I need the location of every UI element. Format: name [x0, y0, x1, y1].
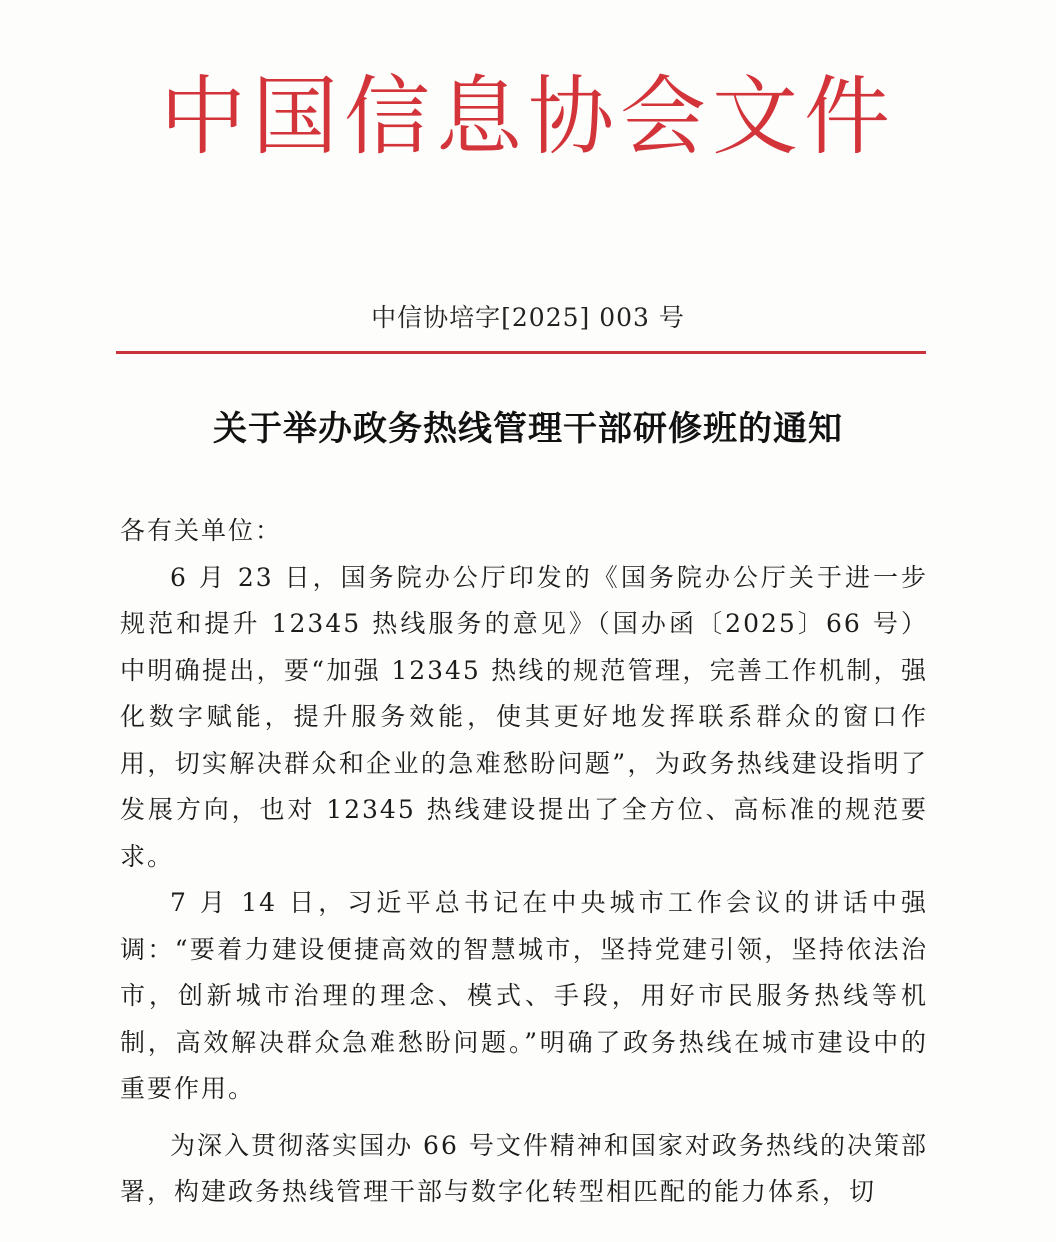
paragraph-3: 为深入贯彻落实国办 66 号文件精神和国家对政务热线的决策部署，构建政务热线管理干部与数字化转型相匹配的能力体系，切	[120, 1130, 928, 1206]
masthead-title: 中国信息协会文件	[160, 67, 896, 167]
notice-body	[120, 508, 928, 1216]
paragraph-2: 7 月 14 日，习近平总书记在中央城市工作会议的讲话中强调：“要着力建设便捷高效的智慧城市，坚持党建引领，坚持依法治市，创新城市治理的理念、模式、手段，用好市民服务热线等机制，高效解决群众急难愁盼问题。”明确了政务热线在城市建设中的重要作用。	[120, 888, 928, 1103]
red-divider	[116, 351, 926, 354]
document-number: 中信协培字[2025] 003 号	[371, 303, 685, 332]
notice-title: 关于举办政务热线管理干部研修班的通知	[213, 409, 843, 449]
salutation: 各有关单位：	[120, 516, 283, 545]
paragraph-1: 6 月 23 日，国务院办公厅印发的《国务院办公厅关于进一步规范和提升 12345 热线服务的意见》（国办函〔2025〕66 号）中明确提出，要“加强 12345 热线的规范管理，完善工作机制，强化数字赋能，提升服务效能，使其更好地发挥联系群众的窗口作用，切实解决群众和企业的急难愁盼问题”，为政务热线建设指明了发展方向，也对 12345 热线建设提出了全方位、高标准的规范要求。	[120, 562, 928, 871]
